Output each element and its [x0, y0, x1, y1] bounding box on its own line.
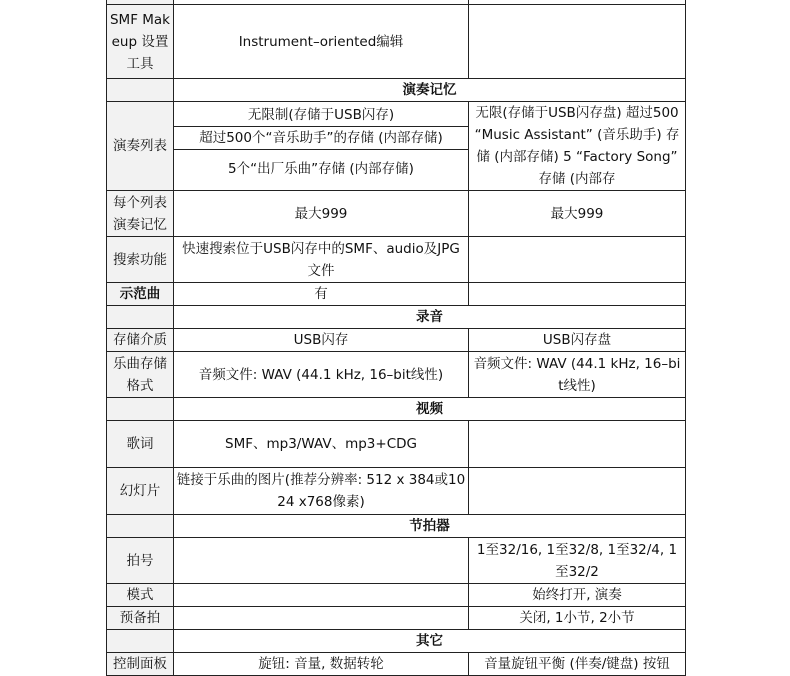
row-label-precount: 预备拍	[107, 607, 174, 630]
row-label-per-list-memory: 每个列表演奏记忆	[107, 191, 174, 237]
table-row	[107, 584, 686, 607]
table-row	[107, 468, 686, 515]
table-row	[107, 653, 686, 676]
cell-line: 5个“出厂乐曲”存储 (内部存储)	[174, 149, 468, 189]
cell-value: 始终打开, 演奏	[469, 584, 686, 607]
table-row	[107, 237, 686, 283]
cell-value: 旋钮: 音量, 数据转轮	[174, 653, 469, 676]
cell-line: 无限制(存储于USB闪存)	[247, 106, 395, 123]
cell-value: USB闪存	[174, 329, 469, 352]
row-label-mode: 模式	[107, 584, 174, 607]
row-label-control-panel: 控制面板	[107, 653, 174, 676]
cell-value: Instrument–oriented编辑	[174, 5, 469, 79]
cell-blank	[107, 306, 174, 329]
row-label-lyrics: 歌词	[107, 421, 174, 468]
section-header-row	[107, 630, 686, 653]
cell-value	[174, 584, 469, 607]
section-header: 其它	[174, 630, 686, 653]
table-row	[107, 607, 686, 630]
table-row	[107, 191, 686, 237]
spec-table	[106, 0, 686, 676]
cell-value: 快速搜索位于USB闪存中的SMF、audio及JPG文件	[174, 237, 469, 283]
row-label-search: 搜索功能	[107, 237, 174, 283]
cell-value: 音量旋钮平衡 (伴奏/键盘) 按钮	[469, 653, 686, 676]
cell-value: 最大999	[174, 191, 469, 237]
cell-value: 有	[174, 283, 469, 306]
cell-line: 超过500个“音乐助手”的存储 (内部存储)	[174, 126, 468, 149]
cell-value: 最大999	[469, 191, 686, 237]
cell-blank	[107, 630, 174, 653]
row-label-slideshow: 幻灯片	[107, 468, 174, 515]
row-label-demo: 示范曲	[107, 283, 174, 306]
cell-value-group	[174, 102, 469, 191]
cell-value: 链接于乐曲的图片(推荐分辨率: 512 x 384或1024 x768像素)	[174, 468, 469, 515]
table-row	[107, 5, 686, 79]
section-header-row	[107, 306, 686, 329]
table-row	[107, 538, 686, 584]
section-header: 视频	[174, 398, 686, 421]
table-row	[107, 102, 686, 191]
cell-value	[174, 607, 469, 630]
cell-value: 1至32/16, 1至32/8, 1至32/4, 1至32/2	[469, 538, 686, 584]
cell-value: 音频文件: WAV (44.1 kHz, 16–bit线性)	[174, 352, 469, 398]
cell-value	[469, 5, 686, 79]
cell-value	[469, 468, 686, 515]
table-row	[107, 329, 686, 352]
cell-value: SMF、mp3/WAV、mp3+CDG	[174, 421, 469, 468]
cell-value	[469, 283, 686, 306]
cell-value	[469, 237, 686, 283]
cell-blank	[107, 79, 174, 102]
section-header-row	[107, 79, 686, 102]
table-row	[107, 352, 686, 398]
section-header-row	[107, 398, 686, 421]
cell-value: 关闭, 1小节, 2小节	[469, 607, 686, 630]
row-label-time-signature: 拍号	[107, 538, 174, 584]
cell-blank	[107, 398, 174, 421]
cell-value	[469, 421, 686, 468]
row-label-storage-media: 存储介质	[107, 329, 174, 352]
cell-blank	[107, 515, 174, 538]
section-header: 演奏记忆	[174, 79, 686, 102]
row-label-playlist: 演奏列表	[107, 102, 174, 191]
table-row	[107, 283, 686, 306]
section-header: 节拍器	[174, 515, 686, 538]
row-label-song-format: 乐曲存储格式	[107, 352, 174, 398]
table-row	[107, 421, 686, 468]
cell-value: 音频文件: WAV (44.1 kHz, 16–bit线性)	[469, 352, 686, 398]
row-label-smf-makeup: SMF Makeup 设置工具	[107, 5, 174, 79]
cell-value: USB闪存盘	[469, 329, 686, 352]
section-header: 录音	[174, 306, 686, 329]
cell-value	[174, 538, 469, 584]
cell-value: 无限(存储于USB闪存盘) 超过500 “Music Assistant” (音乐助手) 存储 (内部存储) 5 “Factory Song” 存储 (内部存	[469, 102, 686, 191]
section-header-row	[107, 515, 686, 538]
